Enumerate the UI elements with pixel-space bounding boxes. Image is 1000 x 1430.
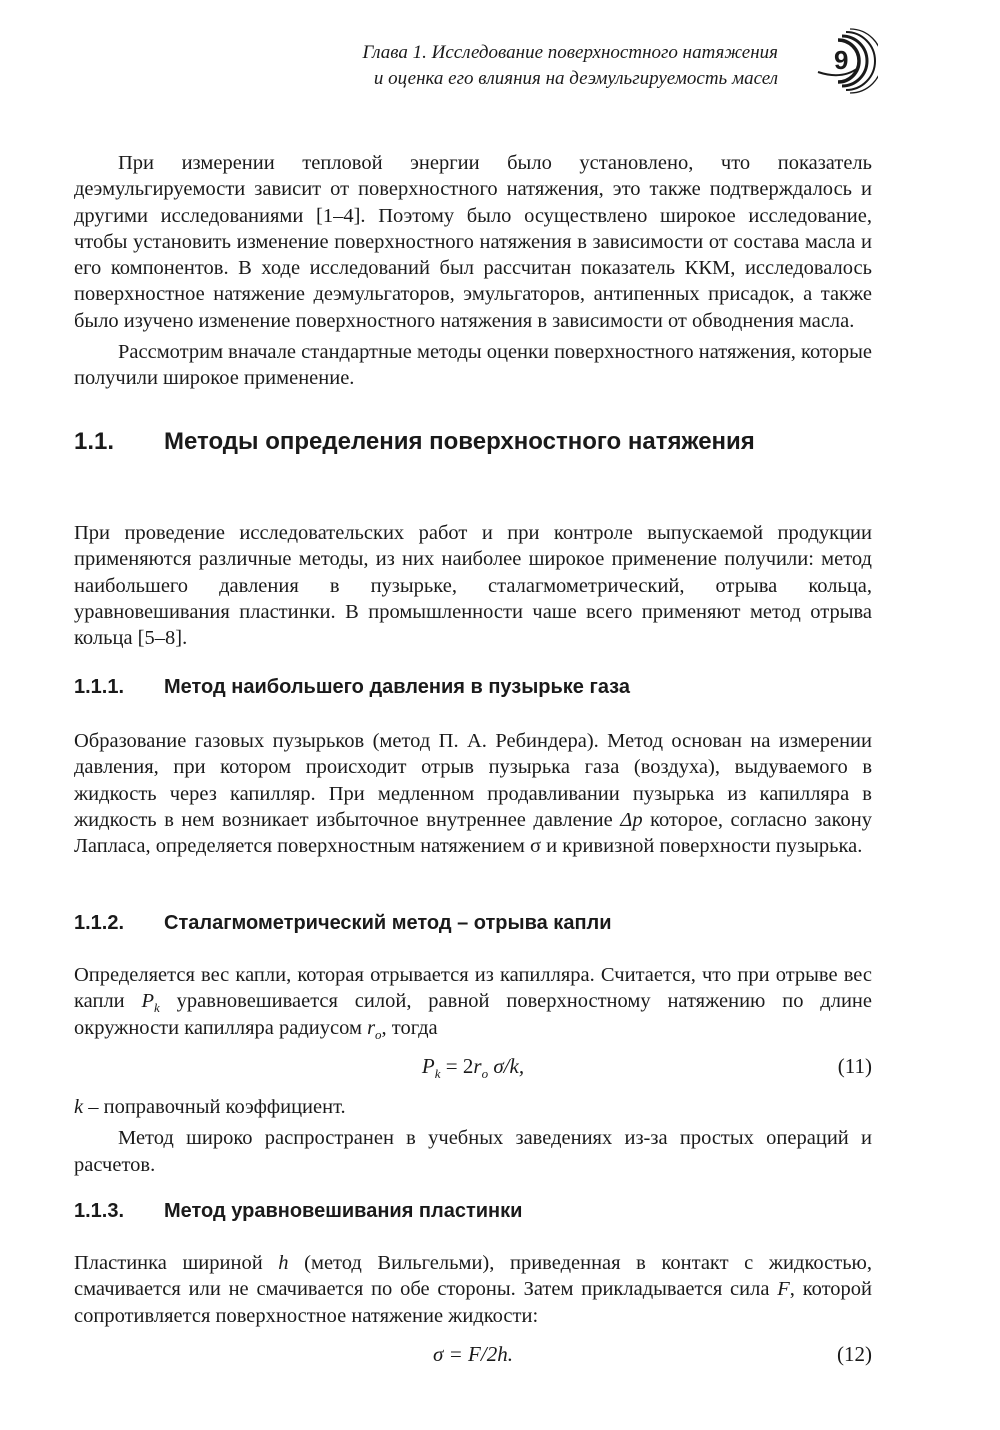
formula-12 [74, 1340, 872, 1368]
section-1-1-3-paragraph [74, 1250, 872, 1329]
text-run: Пластинка шириной [74, 1252, 279, 1274]
subscript-o: o [375, 1026, 382, 1042]
subsection-number: 1.1.1. [74, 676, 125, 698]
section-1-1-1-paragraph [74, 728, 872, 859]
intro-paragraph-2: Рассмотрим вначале стандартные методы оценки поверхностного натяжения, которые получили широкое применение. [74, 341, 872, 390]
text-run: , которой сопротивляется поверхностное натяжение жидкости: [74, 1278, 873, 1327]
text-run: Определяется вес капли, которая отрывается из капилляра. Считается, что при отрыве вес капли [74, 964, 872, 1013]
formula-subscript: o [481, 1066, 489, 1082]
symbol-F: F [777, 1278, 790, 1301]
section-title: Методы определения поверхностного натяжения [164, 428, 755, 455]
text-run: Образование газовых пузырьков (метод П. А. Ребиндера). Метод основан на измерении давления, при котором происходит отрыв пузырька газа (воздуха), выдуваемого в жидкость через капилляр. При медленном продавливании пузырька из капилляра в жидкость в нем возникает избыточное внутреннее давление [74, 730, 872, 831]
section-number: 1.1. [74, 428, 115, 455]
symbol-r: r [367, 1016, 376, 1039]
symbol-h: h [278, 1252, 289, 1274]
running-header-line1: Глава 1. Исследование поверхностного натяжения [362, 42, 778, 63]
text-run: уравновешивается силой, равной поверхностному натяжению по длине окружности капилляра радиусом [74, 990, 872, 1039]
section-1-1-text [74, 520, 872, 651]
page-number: 9 [834, 45, 849, 75]
section-1-1-2-paragraph-1 [74, 962, 872, 1041]
section-1-1-1-text [74, 728, 872, 859]
section-1-1-2-text [74, 962, 872, 1041]
formula-rhs: σ/k, [488, 1054, 525, 1078]
equation-number-12: (12) [837, 1342, 872, 1366]
formula-11 [74, 1052, 872, 1080]
formula-11-expression [74, 1052, 872, 1080]
subscript-k: k [154, 1000, 160, 1016]
running-header-line2: и оценка его влияния на деэмульгируемость масел [373, 68, 778, 89]
formula-12-expression: σ = F/2h. [433, 1342, 513, 1366]
text-run: (метод Вильгельми), приведенная в контакт с жидкостью, смачивается или не смачивается по обе стороны. Затем прикладывается сила [74, 1252, 872, 1301]
subsection-number: 1.1.2. [74, 912, 125, 934]
intro-paragraph-1: При измерении тепловой энергии было установлено, что показатель деэмульгируемости зависит от поверхностного натяжения, это также подтверждалось и другими исследованиями [1–4]. Поэтому было осуществлено широкое исследование, чтобы установить изменение поверхностного натяжения в зависимости от состава масла и его компонентов. В ходе исследований был рассчитан показатель ККМ, исследовалось поверхностное натяжение деэмульгаторов, эмульгаторов, антипенных присадок, а также было изучено изменение поверхностного натяжения в зависимости от обводнения масла. [74, 152, 872, 332]
section-1-1-2-text-2 [74, 1094, 872, 1178]
formula-symbol: r [473, 1054, 482, 1078]
text-run: , тогда [381, 1016, 438, 1039]
text-run: которое, согласно закону Лапласа, определяется поверхностным натяжением σ и кривизной поверхности пузырька. [74, 808, 872, 858]
formula-operator: = 2 [440, 1054, 474, 1078]
section-1-1-3-text [74, 1250, 872, 1329]
subsection-title: Метод наибольшего давления в пузырьке газа [164, 676, 630, 698]
delta-p-symbol: Δp [620, 808, 643, 831]
subsection-title: Метод уравновешивания пластинки [164, 1200, 523, 1222]
page-number-badge [812, 28, 878, 94]
intro-text [74, 150, 872, 392]
section-1-1-paragraph: При проведение исследовательских работ и при контроле выпускаемой продукции применяются различные методы, из них наиболее широкое применение получили: метод наибольшего давления в пузырьке, сталагмометрический, отрыва кольца, уравновешивания пластинки. В промышленности чаше всего применяют метод отрыва кольца [5–8]. [74, 522, 872, 650]
subsection-title: Сталагмометрический метод – отрыва капли [164, 912, 612, 934]
section-1-1-2-paragraph-3: Метод широко распространен в учебных заведениях из-за простых операций и расчетов. [74, 1127, 872, 1176]
formula-subscript: k [434, 1066, 441, 1082]
section-1-1-2-paragraph-2 [74, 1094, 872, 1120]
subsection-number: 1.1.3. [74, 1200, 125, 1222]
text-run: – поправочный коэффициент. [83, 1096, 346, 1118]
running-header [362, 40, 778, 92]
formula-symbol: P [421, 1054, 435, 1078]
symbol-k: k [74, 1096, 84, 1118]
equation-number-11: (11) [837, 1054, 872, 1078]
symbol-P: P [141, 990, 155, 1013]
